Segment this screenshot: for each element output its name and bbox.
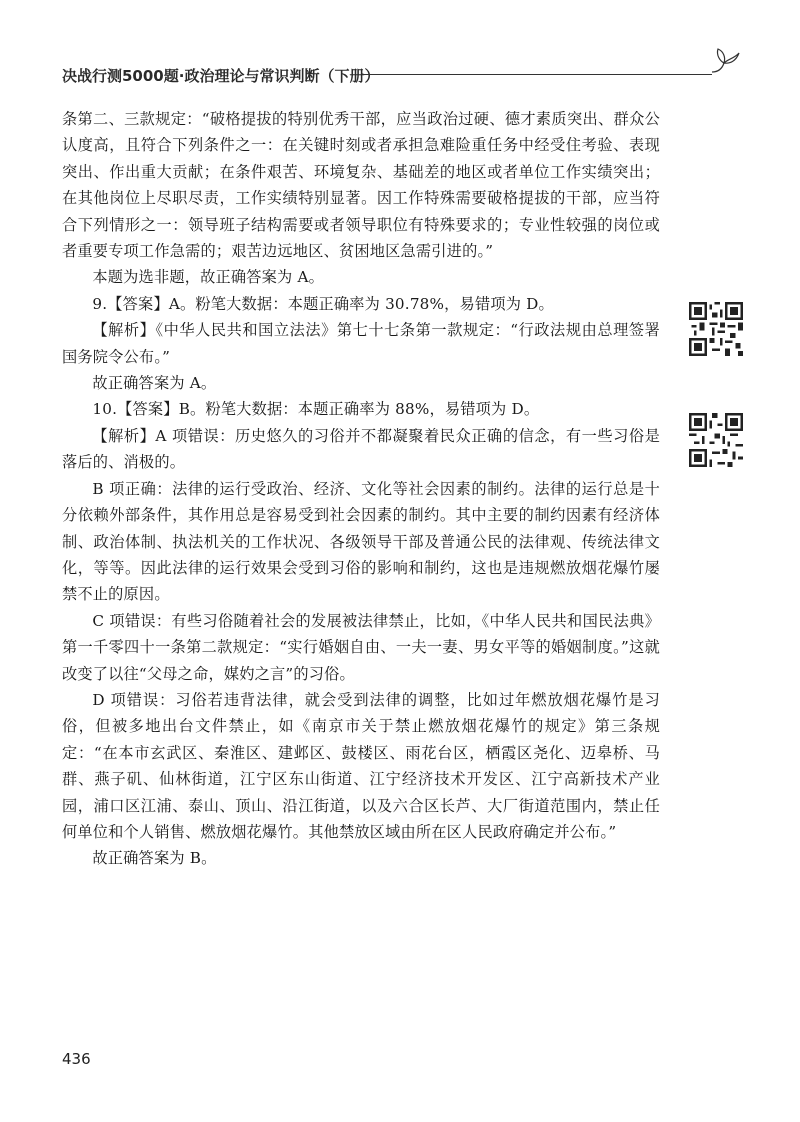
paragraph-analysis-10-a: 【解析】A 项错误：历史悠久的习俗并不都凝聚着民众正确的信念，有一些习俗是落后的、消极的。 [62,426,660,472]
paragraph-analysis-10-d: D 项错误：习俗若违背法律，就会受到法律的调整，比如过年燃放烟花爆竹是习俗，但被多地出台文件禁止，如《南京市关于禁止燃放烟花爆竹的规定》第三条规定：“在本市玄武区、秦淮区、建邺区、鼓楼区、雨花台区，栖霞区尧化、迈皋桥、马群、燕子矶、仙林街道，江宁区东山街道、江宁经济技术开发区、江宁高新技术产业园，浦口区江浦、泰山、顶山、沿江街道，以及六合区长芦、大厂街道范围内，禁止任何单位和个人销售、燃放烟花爆竹。其他禁放区域由所在区人民政府确定并公布。” [62,690,660,841]
paragraph-analysis-10-b: B 项正确：法律的运行受政治、经济、文化等社会因素的制约。法律的运行总是十分依赖外部条件，其作用总是容易受到社会因素的制约。其中主要的制约因素有经济体制、政治体制、执法机关的工作状况、各级领导干部及普通公民的法律观、传统法律文化，等等。因此法律的运行效果会受到习俗的影响和制约，这也是违规燃放烟花爆竹屡禁不止的原因。 [62,479,660,604]
qr-code-icon[interactable] [689,413,743,467]
qr-code-icon[interactable] [689,302,743,356]
paragraph-answer-8: 本题为选非题，故正确答案为 A。 [92,268,325,287]
paragraph-continued-regulation: 条第二、三款规定：“破格提拔的特别优秀干部，应当政治过硬、德才素质突出、群众公认度高，且符合下列条件之一：在关键时刻或者承担急难险重任务中经受住考验、表现突出、作出重大贡献；在条件艰苦、环境复杂、基础差的地区或者单位工作实绩突出；在其他岗位上尽职尽责，工作实绩特别显著。因工作特殊需要破格提拔的干部，应当符合下列情形之一：领导班子结构需要或者领导职位有特殊要求的；专业性较强的岗位或者重要专项工作急需的；艰苦边远地区、贫困地区急需引进的。” [62,110,660,261]
paragraph-answer-10: 10.【答案】B。粉笔大数据：本题正确率为 88%，易错项为 D。 [92,400,540,419]
header-rule [362,74,712,75]
paragraph-conclusion-9: 故正确答案为 A。 [92,374,217,393]
paragraph-conclusion-10: 故正确答案为 B。 [92,849,217,868]
book-title: 决战行测5000题·政治理论与常识判断（下册） [62,67,380,85]
page-number: 436 [62,1050,91,1068]
paragraph-analysis-9: 【解析】《中华人民共和国立法法》第七十七条第一款规定：“行政法规由总理签署国务院令公布。” [62,321,660,366]
sprout-leaf-icon [708,45,742,75]
answer-explanations [62,106,660,872]
paragraph-analysis-10-c: C 项错误：有些习俗随着社会的发展被法律禁止，比如，《中华人民共和国民法典》第一千零四十一条第二款规定：“实行婚姻自由、一夫一妻、男女平等的婚姻制度。”这就改变了以往“父母之命，媒妁之言”的习俗。 [62,611,660,683]
running-header [62,61,742,89]
paragraph-answer-9: 9.【答案】A。粉笔大数据：本题正确率为 30.78%，易错项为 D。 [92,294,554,313]
